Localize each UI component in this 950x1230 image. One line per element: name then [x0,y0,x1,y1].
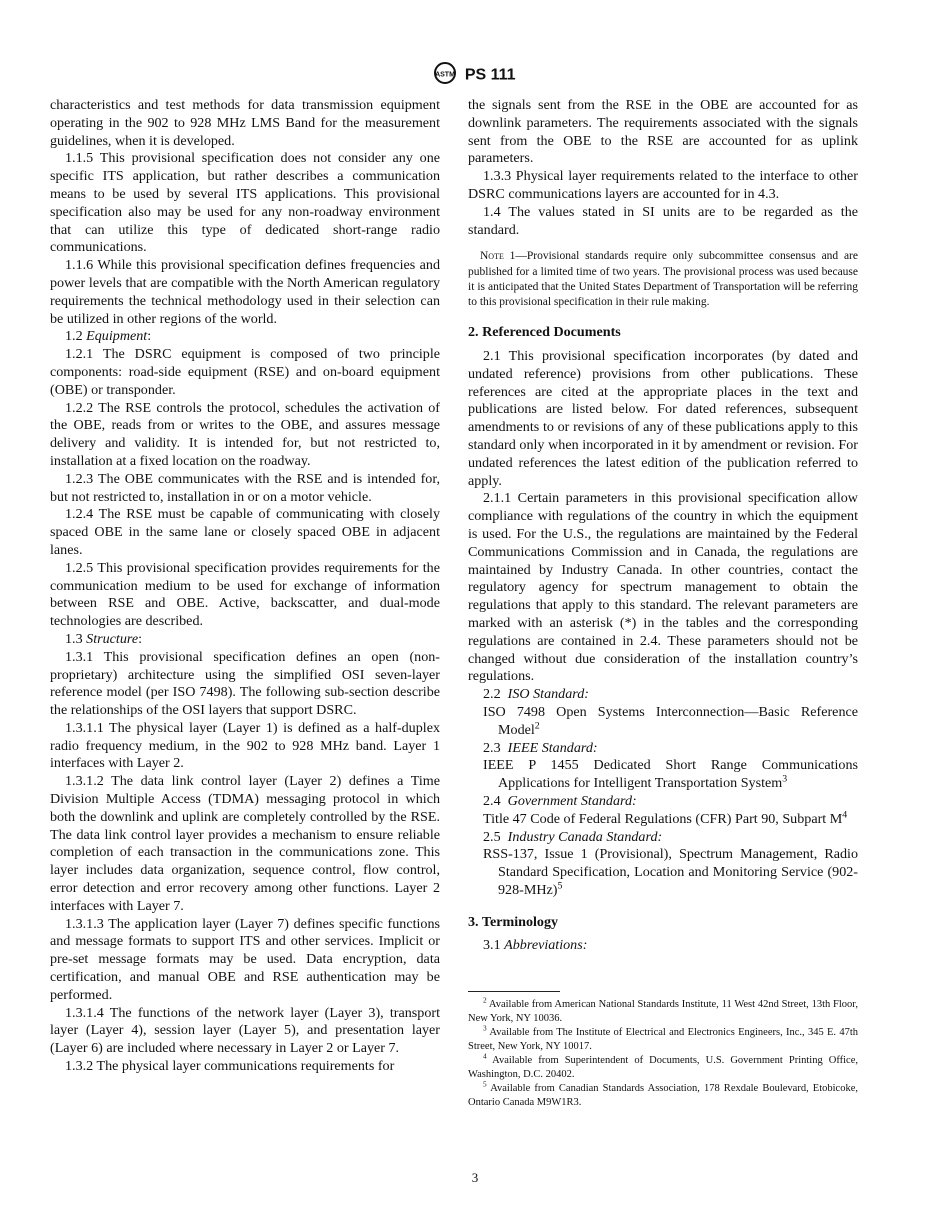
paragraph: 1.1.5 This provisional specification does not consider any one specific ITS application, but rather describes a communication means to be used by several ITS applications. This provisional specification also may be used for any non-roadway environment that can utilize this type of dedicated short-range radio communications. [50,150,440,256]
paragraph: 1.3.1.1 The physical layer (Layer 1) is defined as a half-duplex radio frequency medium, in the 902 to 928 MHz band. Layer 1 interfaces with Layer 2. [50,719,440,772]
paragraph: 1.3.2 The physical layer communications requirements for [65,1058,395,1075]
paragraph: 1.2.1 The DSRC equipment is composed of two principle components: road-side equipment (RSE) and on-board equipment (OBE) or transponder. [50,346,440,398]
paragraph: the signals sent from the RSE in the OBE are accounted for as downlink parameters. The requirements associated with the signals sent from the OBE to the RSE are accounted for as uplink parameters. [468,97,858,167]
paragraph: 1.2.5 This provisional specification provides requirements for the communication medium to be used for exchange of information between RSE and OBE. Active, backscatter, and dual-mode technologies are described. [50,559,440,630]
section-heading-terminology: 3. Terminology [468,913,559,930]
left-column [50,97,440,1076]
paragraph: 1.3.1.4 The functions of the network layer (Layer 3), transport layer (Layer 4), session layer (Layer 5), and presentation layer (Layer 6) are included where necessary in Layer 2 or Layer 7. [50,1004,440,1057]
footnote: $^3$ Available from The Institute of Electrical and Electronics Engineers, Inc., 345 E. 47th Street, New York, NY 10017. [468,1023,858,1053]
paragraph: 1.1.6 While this provisional specification defines frequencies and power levels that are compatible with the North American regulatory requirements the technical methodology used in their selection can be utilized in other regions of the world. [50,257,440,327]
reference-entry: IEEE P 1455 Dedicated Short Range Communications Applications for Intelligent Transportation System$^3$ [483,757,858,792]
reference-entry: Title 47 Code of Federal Regulations (CFR) Part 90, Subpart $M^4$ [483,809,848,827]
paragraph: 1.2.3 The OBE communicates with the RSE and is intended for, but not restricted to, installation in or on a motor vehicle. [50,470,440,505]
note-1: Note 1—Provisional standards require only subcommittee consensus and are published for a limited time of two years. The provisional process was used because it is anticipated that the United States Department of Transportation will be referring to this provisional specification in their rule making. [468,250,858,308]
paragraph: 2.1 This provisional specification incorporates (by dated and undated reference) provisions from other publications. These references are cited at the appropriate places in the text and publications are listed below. For dated references, subsequent amendments to or revisions of any of these publications apply to this standard only when incorporated in it by amendment or revision. For undated references the latest edition of the publication referred to apply. [468,347,858,489]
footnote: $^4$ Available from Superintendent of Documents, U.S. Government Printing Office, Washington, D.C. 20402. [468,1051,859,1081]
right-column [468,97,858,1110]
reference-entry: RSS-137, Issue 1 (Provisional), Spectrum Management, Radio Standard Specification, Location and Monitoring Service $(902-928-MHz)^5$ [483,846,858,898]
section-heading-referenced-documents: 2. Referenced Documents [468,324,621,341]
subsection-heading: 2.4 Government Standard: [483,792,637,809]
footnote: $^5$ Available from Canadian Standards Association, 178 Rexdale Boulevard, Etobicoke, Ontario Canada M9W1R3. [468,1079,859,1109]
footnote-divider [468,991,560,992]
footnotes [468,995,859,1110]
subsection-heading: 2.3 IEEE Standard: [483,739,598,756]
section-heading-1-2: 1.2 Equipment: [65,328,152,345]
subsection-heading: 3.1 Abbreviations: [483,937,588,954]
subsection-heading: 2.2 ISO Standard: [483,686,589,703]
page-header [0,62,950,89]
paragraph: characteristics and test methods for data transmission equipment operating in the 902 to 928 MHz LMS Band for the measurement guidelines, when it is developed. [50,97,440,149]
reference-entry: ISO 7498 Open Systems Interconnection—Basic Reference Model$^2$ [483,703,858,738]
paragraph: 1.2.2 The RSE controls the protocol, schedules the activation of the OBE, reads from or writes to the OBE, and assures message delivery and validity. It is intended for, but not restricted to, installation at a fixed location on the roadway. [50,399,440,469]
page-number: 3 [471,1170,479,1185]
subsection-heading: 2.5 Industry Canada Standard: [483,828,663,845]
paragraph: 2.1.1 Certain parameters in this provisional specification allow compliance with regulations of the country in which the equipment is used. For the U.S., the regulations are maintained by the Federal Communications Commission and in Canada, the regulations are maintained by Industry Canada. In other countries, contact the regulatory agency for spectrum management to obtain the regulations that apply to this standard. The relevant parameters are marked with an asterisk (*) in the tables and the corresponding regulations are contained in 2.4. These parameters should not be changed without due consideration of the installation country’s regulations. [468,490,858,685]
paragraph: 1.2.4 The RSE must be capable of communicating with closely spaced OBE in the same lane or closely spaced OBE in adjacent lanes. [50,506,440,558]
paragraph: 1.4 The values stated in SI units are to be regarded as the standard. [468,203,858,238]
footnote: $^2$ Available from American National Standards Institute, 11 West 42nd Street, 13th Floor, New York, NY 10036. [468,995,859,1025]
paragraph: 1.3.3 Physical layer requirements related to the interface to other DSRC communications layers are accounted for in 4.3. [468,168,858,202]
paragraph: 1.3.1.3 The application layer (Layer 7) defines specific functions and message formats to support ITS and other services. Implicit or pre-set message formats may be used. Data encryption, data certification, and manual OBE and RSE authentication may be performed. [50,915,440,1003]
svg-text:ASTM: ASTM [435,71,456,79]
astm-logo-icon [434,62,456,89]
section-heading-1-3: 1.3 Structure: [65,630,143,647]
document-designation: PS 111 [464,66,516,84]
paragraph: 1.3.1.2 The data link control layer (Layer 2) defines a Time Division Multiple Access (TDMA) messaging protocol in which both the downlink and uplink are completely controlled by the RSE. The data link control layer provides a mechanism to ensure reliable completion of each transaction in the communications zone. This layer includes data organization, sequence control, flow control, error detection and error recovery among other functions. Layer 2 interfaces with Layer 7. [50,773,440,914]
paragraph: 1.3.1 This provisional specification defines an open (non-proprietary) architecture using the simplified OSI seven-layer reference model (per ISO 7498). The following sub-section describe the relationships of the OSI layers that support DSRC. [50,648,440,719]
